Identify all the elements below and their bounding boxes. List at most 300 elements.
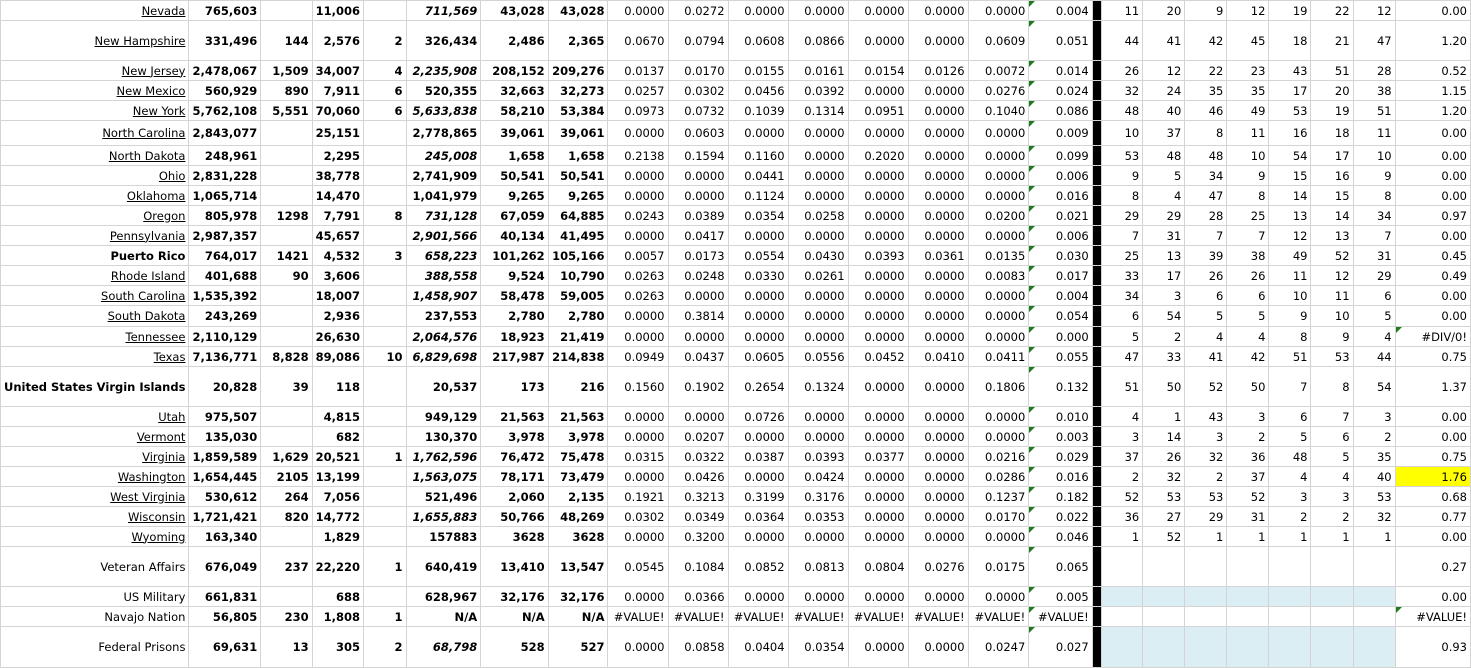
cell-rate-1[interactable]: 0.0057 xyxy=(608,246,668,266)
cell-rank-7[interactable]: 34 xyxy=(1353,206,1395,226)
cell-rank-7[interactable]: 51 xyxy=(1353,101,1395,121)
cell-col-c[interactable]: 890 xyxy=(261,81,312,101)
cell-rate-2[interactable]: 0.0389 xyxy=(668,206,728,226)
cell-rate-7[interactable]: 0.0000 xyxy=(968,186,1029,206)
cell-rank-3[interactable]: 41 xyxy=(1185,347,1227,367)
cell-rank-5[interactable]: 53 xyxy=(1269,101,1311,121)
cell-rank-3[interactable]: 5 xyxy=(1185,306,1227,327)
cell-rank-5[interactable]: 43 xyxy=(1269,61,1311,81)
cell-rank-3[interactable]: 52 xyxy=(1185,367,1227,407)
cell-rank-3[interactable]: 8 xyxy=(1185,121,1227,146)
cell-ratio[interactable]: 0.97 xyxy=(1395,206,1470,226)
cell-rank-4[interactable] xyxy=(1227,547,1269,587)
cell-rank-2[interactable]: 2 xyxy=(1143,327,1185,347)
cell-rate-7[interactable]: 0.1040 xyxy=(968,101,1029,121)
cell-col-g[interactable]: 13,410 xyxy=(481,547,548,587)
cell-rank-1[interactable]: 11 xyxy=(1101,1,1142,21)
cell-jurisdiction[interactable] xyxy=(1,367,189,407)
cell-jurisdiction[interactable] xyxy=(1,246,189,266)
cell-rate-6[interactable]: 0.0000 xyxy=(908,367,968,407)
cell-jurisdiction[interactable] xyxy=(1,627,189,668)
jurisdiction-link[interactable]: Rhode Island xyxy=(110,268,186,283)
cell-population[interactable]: 163,340 xyxy=(189,527,261,547)
cell-population[interactable]: 7,136,771 xyxy=(189,347,261,367)
cell-rank-3[interactable] xyxy=(1185,587,1227,607)
cell-rate-2[interactable]: 0.0000 xyxy=(668,166,728,186)
cell-rate-4[interactable]: 0.0000 xyxy=(788,427,848,447)
cell-col-e[interactable] xyxy=(364,527,406,547)
cell-col-g[interactable]: 2,486 xyxy=(481,21,548,61)
cell-rank-5[interactable]: 6 xyxy=(1269,407,1311,427)
cell-col-f[interactable]: 245,008 xyxy=(406,146,481,166)
cell-rate-7[interactable]: 0.0170 xyxy=(968,507,1029,527)
cell-rate-3[interactable]: 0.0000 xyxy=(728,1,788,21)
cell-col-e[interactable] xyxy=(364,166,406,186)
cell-rank-3[interactable] xyxy=(1185,547,1227,587)
cell-col-e[interactable]: 3 xyxy=(364,246,406,266)
cell-score[interactable]: 0.099 xyxy=(1029,146,1092,166)
cell-rank-3[interactable]: 35 xyxy=(1185,81,1227,101)
cell-col-f[interactable]: 2,741,909 xyxy=(406,166,481,186)
cell-population[interactable]: 975,507 xyxy=(189,407,261,427)
cell-rate-3[interactable]: 0.0605 xyxy=(728,347,788,367)
cell-col-d[interactable]: 7,791 xyxy=(312,206,363,226)
cell-rank-6[interactable] xyxy=(1311,547,1353,587)
cell-population[interactable]: 2,843,077 xyxy=(189,121,261,146)
cell-ratio[interactable]: 1.20 xyxy=(1395,21,1470,61)
cell-rate-3[interactable]: 0.3199 xyxy=(728,487,788,507)
cell-rate-7[interactable]: 0.0411 xyxy=(968,347,1029,367)
jurisdiction-link[interactable]: Nevada xyxy=(141,3,186,18)
cell-population[interactable]: 20,828 xyxy=(189,367,261,407)
cell-rank-5[interactable]: 17 xyxy=(1269,81,1311,101)
jurisdiction-link[interactable]: Pennsylvania xyxy=(109,228,186,243)
cell-rank-5[interactable] xyxy=(1269,627,1311,668)
cell-col-g[interactable]: 58,210 xyxy=(481,101,548,121)
cell-rank-7[interactable]: 6 xyxy=(1353,286,1395,306)
cell-rate-4[interactable]: 0.0813 xyxy=(788,547,848,587)
cell-rank-6[interactable]: 51 xyxy=(1311,61,1353,81)
cell-col-d[interactable]: 2,576 xyxy=(312,21,363,61)
cell-col-d[interactable]: 4,532 xyxy=(312,246,363,266)
cell-col-e[interactable]: 6 xyxy=(364,101,406,121)
cell-col-g[interactable]: 173 xyxy=(481,367,548,407)
cell-jurisdiction[interactable] xyxy=(1,607,189,627)
cell-score[interactable]: 0.024 xyxy=(1029,81,1092,101)
cell-population[interactable]: 2,987,357 xyxy=(189,226,261,246)
cell-rank-6[interactable]: 13 xyxy=(1311,226,1353,246)
cell-rank-1[interactable]: 6 xyxy=(1101,306,1142,327)
cell-rate-3[interactable]: 0.0000 xyxy=(728,527,788,547)
cell-rate-5[interactable]: 0.0000 xyxy=(848,226,908,246)
cell-rate-3[interactable]: 0.1039 xyxy=(728,101,788,121)
cell-rank-2[interactable]: 12 xyxy=(1143,61,1185,81)
cell-rank-5[interactable]: 12 xyxy=(1269,226,1311,246)
cell-rank-5[interactable]: 4 xyxy=(1269,467,1311,487)
cell-rank-7[interactable]: 28 xyxy=(1353,61,1395,81)
cell-col-e[interactable] xyxy=(364,587,406,607)
cell-score[interactable]: 0.046 xyxy=(1029,527,1092,547)
cell-rate-7[interactable]: 0.0000 xyxy=(968,1,1029,21)
cell-rank-2[interactable]: 4 xyxy=(1143,186,1185,206)
cell-rate-7[interactable]: 0.0072 xyxy=(968,61,1029,81)
cell-col-f[interactable]: 1,458,907 xyxy=(406,286,481,306)
cell-col-e[interactable] xyxy=(364,487,406,507)
cell-rate-4[interactable]: 0.0000 xyxy=(788,166,848,186)
cell-rate-6[interactable]: 0.0000 xyxy=(908,467,968,487)
cell-rate-6[interactable]: 0.0000 xyxy=(908,487,968,507)
cell-jurisdiction[interactable] xyxy=(1,146,189,166)
cell-col-h[interactable]: 1,658 xyxy=(548,146,608,166)
cell-rank-2[interactable]: 1 xyxy=(1143,407,1185,427)
cell-rank-2[interactable]: 20 xyxy=(1143,1,1185,21)
cell-col-g[interactable]: 528 xyxy=(481,627,548,668)
cell-rank-3[interactable]: 32 xyxy=(1185,447,1227,467)
cell-col-h[interactable]: 32,176 xyxy=(548,587,608,607)
cell-rate-4[interactable]: 0.0000 xyxy=(788,146,848,166)
cell-rank-5[interactable]: 5 xyxy=(1269,427,1311,447)
cell-rate-2[interactable]: 0.0000 xyxy=(668,286,728,306)
cell-rank-1[interactable]: 47 xyxy=(1101,347,1142,367)
cell-rate-7[interactable]: 0.0276 xyxy=(968,81,1029,101)
cell-rank-1[interactable]: 4 xyxy=(1101,407,1142,427)
cell-rate-5[interactable]: 0.0000 xyxy=(848,507,908,527)
cell-rate-4[interactable]: 0.0430 xyxy=(788,246,848,266)
cell-col-f[interactable]: 237,553 xyxy=(406,306,481,327)
cell-rank-6[interactable]: 19 xyxy=(1311,101,1353,121)
cell-rank-7[interactable]: 10 xyxy=(1353,146,1395,166)
cell-rank-4[interactable]: 49 xyxy=(1227,101,1269,121)
cell-rank-4[interactable]: 45 xyxy=(1227,21,1269,61)
cell-rate-4[interactable]: 0.0000 xyxy=(788,527,848,547)
cell-rank-7[interactable] xyxy=(1353,547,1395,587)
cell-score[interactable]: 0.054 xyxy=(1029,306,1092,327)
cell-score[interactable]: 0.003 xyxy=(1029,427,1092,447)
cell-ratio[interactable]: 0.45 xyxy=(1395,246,1470,266)
cell-rank-3[interactable]: 46 xyxy=(1185,101,1227,121)
cell-rate-2[interactable]: 0.0366 xyxy=(668,587,728,607)
jurisdiction-link[interactable]: Ohio xyxy=(158,168,186,183)
cell-population[interactable]: 2,478,067 xyxy=(189,61,261,81)
cell-jurisdiction[interactable] xyxy=(1,447,189,467)
cell-rank-1[interactable]: 25 xyxy=(1101,246,1142,266)
cell-ratio[interactable]: 1.76 xyxy=(1395,467,1470,487)
cell-col-h[interactable]: 50,541 xyxy=(548,166,608,186)
cell-rate-6[interactable]: 0.0000 xyxy=(908,407,968,427)
cell-rank-2[interactable] xyxy=(1143,547,1185,587)
cell-rate-7[interactable]: 0.0083 xyxy=(968,266,1029,286)
cell-rate-1[interactable]: 0.0302 xyxy=(608,507,668,527)
cell-rate-5[interactable]: 0.0154 xyxy=(848,61,908,81)
cell-rate-6[interactable]: 0.0000 xyxy=(908,121,968,146)
cell-rank-1[interactable]: 37 xyxy=(1101,447,1142,467)
cell-col-e[interactable] xyxy=(364,121,406,146)
cell-rank-1[interactable]: 36 xyxy=(1101,507,1142,527)
cell-col-c[interactable] xyxy=(261,306,312,327)
cell-score[interactable]: 0.016 xyxy=(1029,186,1092,206)
jurisdiction-link[interactable]: Navajo Nation xyxy=(104,609,186,624)
cell-col-h[interactable]: 9,265 xyxy=(548,186,608,206)
cell-col-h[interactable]: 2,365 xyxy=(548,21,608,61)
cell-rate-6[interactable]: 0.0000 xyxy=(908,266,968,286)
cell-ratio[interactable]: 0.00 xyxy=(1395,527,1470,547)
cell-rank-4[interactable]: 1 xyxy=(1227,527,1269,547)
cell-ratio[interactable]: 0.00 xyxy=(1395,166,1470,186)
cell-col-c[interactable]: 1,509 xyxy=(261,61,312,81)
cell-rank-2[interactable]: 3 xyxy=(1143,286,1185,306)
cell-rate-4[interactable]: 0.0000 xyxy=(788,587,848,607)
cell-rate-6[interactable]: 0.0000 xyxy=(908,226,968,246)
cell-jurisdiction[interactable] xyxy=(1,327,189,347)
cell-col-g[interactable]: 2,060 xyxy=(481,487,548,507)
cell-score[interactable]: 0.029 xyxy=(1029,447,1092,467)
cell-rate-1[interactable]: 0.0973 xyxy=(608,101,668,121)
cell-col-d[interactable]: 26,630 xyxy=(312,327,363,347)
cell-rank-2[interactable]: 53 xyxy=(1143,487,1185,507)
cell-rate-3[interactable]: 0.0000 xyxy=(728,427,788,447)
cell-rank-7[interactable]: 31 xyxy=(1353,246,1395,266)
cell-rank-6[interactable]: 21 xyxy=(1311,21,1353,61)
cell-col-f[interactable]: 640,419 xyxy=(406,547,481,587)
cell-col-f[interactable]: 521,496 xyxy=(406,487,481,507)
cell-col-f[interactable]: 520,355 xyxy=(406,81,481,101)
cell-population[interactable]: 676,049 xyxy=(189,547,261,587)
jurisdiction-link[interactable]: Federal Prisons xyxy=(98,640,186,654)
cell-col-d[interactable]: 3,606 xyxy=(312,266,363,286)
cell-rank-7[interactable]: 38 xyxy=(1353,81,1395,101)
cell-col-f[interactable]: 2,064,576 xyxy=(406,327,481,347)
cell-rate-2[interactable]: 0.0417 xyxy=(668,226,728,246)
cell-ratio[interactable]: 0.00 xyxy=(1395,286,1470,306)
cell-rank-6[interactable]: 8 xyxy=(1311,367,1353,407)
cell-col-f[interactable]: 1,655,883 xyxy=(406,507,481,527)
cell-rank-3[interactable]: 34 xyxy=(1185,166,1227,186)
cell-rank-1[interactable]: 44 xyxy=(1101,21,1142,61)
cell-rate-4[interactable]: #VALUE! xyxy=(788,607,848,627)
cell-population[interactable]: 2,110,129 xyxy=(189,327,261,347)
cell-col-d[interactable]: 118 xyxy=(312,367,363,407)
cell-rate-1[interactable]: 0.0000 xyxy=(608,627,668,668)
cell-rate-4[interactable]: 0.1324 xyxy=(788,367,848,407)
cell-col-d[interactable]: 688 xyxy=(312,587,363,607)
cell-rate-2[interactable]: 0.0248 xyxy=(668,266,728,286)
cell-col-c[interactable]: 39 xyxy=(261,367,312,407)
cell-rate-5[interactable]: 0.0000 xyxy=(848,306,908,327)
cell-col-g[interactable]: 18,923 xyxy=(481,327,548,347)
cell-col-f[interactable]: 731,128 xyxy=(406,206,481,226)
cell-rank-5[interactable]: 19 xyxy=(1269,1,1311,21)
jurisdiction-link[interactable]: North Dakota xyxy=(108,148,186,163)
cell-rank-3[interactable]: 3 xyxy=(1185,427,1227,447)
cell-col-g[interactable]: 101,262 xyxy=(481,246,548,266)
cell-jurisdiction[interactable] xyxy=(1,166,189,186)
cell-col-f[interactable]: 2,778,865 xyxy=(406,121,481,146)
cell-rate-3[interactable]: 0.0330 xyxy=(728,266,788,286)
cell-rate-3[interactable]: 0.0441 xyxy=(728,166,788,186)
cell-col-h[interactable]: 48,269 xyxy=(548,507,608,527)
cell-rank-4[interactable]: 11 xyxy=(1227,121,1269,146)
cell-rank-4[interactable]: 52 xyxy=(1227,487,1269,507)
cell-rate-2[interactable]: 0.0349 xyxy=(668,507,728,527)
cell-col-h[interactable]: 43,028 xyxy=(548,1,608,21)
cell-rate-7[interactable]: 0.0000 xyxy=(968,146,1029,166)
cell-rate-3[interactable]: 0.1124 xyxy=(728,186,788,206)
cell-col-h[interactable]: 209,276 xyxy=(548,61,608,81)
cell-col-f[interactable]: 326,434 xyxy=(406,21,481,61)
cell-rank-7[interactable]: 29 xyxy=(1353,266,1395,286)
cell-col-d[interactable]: 34,007 xyxy=(312,61,363,81)
cell-rate-5[interactable]: 0.0000 xyxy=(848,367,908,407)
cell-rate-2[interactable]: 0.1084 xyxy=(668,547,728,587)
cell-population[interactable]: 805,978 xyxy=(189,206,261,226)
cell-col-c[interactable]: 90 xyxy=(261,266,312,286)
cell-col-f[interactable]: 1,041,979 xyxy=(406,186,481,206)
cell-col-h[interactable]: 73,479 xyxy=(548,467,608,487)
cell-rate-4[interactable]: 0.0000 xyxy=(788,306,848,327)
cell-rate-7[interactable]: 0.0247 xyxy=(968,627,1029,668)
cell-rate-6[interactable]: 0.0000 xyxy=(908,306,968,327)
cell-col-d[interactable]: 7,056 xyxy=(312,487,363,507)
cell-rank-1[interactable]: 8 xyxy=(1101,186,1142,206)
cell-score[interactable]: 0.132 xyxy=(1029,367,1092,407)
cell-rank-1[interactable]: 48 xyxy=(1101,101,1142,121)
cell-rate-1[interactable]: #VALUE! xyxy=(608,607,668,627)
cell-rank-4[interactable] xyxy=(1227,607,1269,627)
cell-rank-2[interactable]: 31 xyxy=(1143,226,1185,246)
cell-score[interactable]: #VALUE! xyxy=(1029,607,1092,627)
cell-rank-1[interactable]: 52 xyxy=(1101,487,1142,507)
cell-col-g[interactable]: 32,176 xyxy=(481,587,548,607)
cell-rank-1[interactable]: 53 xyxy=(1101,146,1142,166)
cell-col-g[interactable]: 1,658 xyxy=(481,146,548,166)
cell-rank-7[interactable]: 44 xyxy=(1353,347,1395,367)
cell-col-d[interactable]: 18,007 xyxy=(312,286,363,306)
cell-rank-2[interactable]: 24 xyxy=(1143,81,1185,101)
cell-rate-4[interactable]: 0.0392 xyxy=(788,81,848,101)
cell-rank-7[interactable]: 32 xyxy=(1353,507,1395,527)
cell-rate-6[interactable]: 0.0000 xyxy=(908,427,968,447)
cell-col-c[interactable] xyxy=(261,1,312,21)
cell-col-e[interactable] xyxy=(364,507,406,527)
cell-col-e[interactable] xyxy=(364,306,406,327)
cell-rank-5[interactable]: 9 xyxy=(1269,306,1311,327)
cell-population[interactable]: 243,269 xyxy=(189,306,261,327)
cell-rate-3[interactable]: 0.0000 xyxy=(728,121,788,146)
cell-rate-1[interactable]: 0.0000 xyxy=(608,226,668,246)
cell-col-h[interactable]: 216 xyxy=(548,367,608,407)
cell-rate-1[interactable]: 0.0670 xyxy=(608,21,668,61)
cell-rank-6[interactable]: 6 xyxy=(1311,427,1353,447)
cell-rank-7[interactable]: 5 xyxy=(1353,306,1395,327)
cell-rank-7[interactable]: 40 xyxy=(1353,467,1395,487)
cell-rank-4[interactable]: 2 xyxy=(1227,427,1269,447)
cell-col-d[interactable]: 70,060 xyxy=(312,101,363,121)
cell-col-c[interactable]: 144 xyxy=(261,21,312,61)
cell-rank-4[interactable]: 8 xyxy=(1227,186,1269,206)
cell-rate-3[interactable]: 0.2654 xyxy=(728,367,788,407)
cell-score[interactable]: 0.065 xyxy=(1029,547,1092,587)
cell-rate-6[interactable]: 0.0000 xyxy=(908,286,968,306)
cell-rate-1[interactable]: 0.1921 xyxy=(608,487,668,507)
cell-rank-4[interactable]: 38 xyxy=(1227,246,1269,266)
jurisdiction-link[interactable]: Oregon xyxy=(143,208,186,223)
cell-rank-5[interactable]: 48 xyxy=(1269,447,1311,467)
cell-score[interactable]: 0.017 xyxy=(1029,266,1092,286)
jurisdiction-link[interactable]: Wyoming xyxy=(131,529,186,544)
cell-ratio[interactable]: 0.68 xyxy=(1395,487,1470,507)
cell-col-c[interactable]: 2105 xyxy=(261,467,312,487)
cell-rate-6[interactable]: 0.0000 xyxy=(908,447,968,467)
cell-rate-5[interactable]: 0.0000 xyxy=(848,286,908,306)
cell-rate-4[interactable]: 0.0261 xyxy=(788,266,848,286)
cell-score[interactable]: 0.055 xyxy=(1029,347,1092,367)
cell-rank-4[interactable]: 42 xyxy=(1227,347,1269,367)
cell-col-g[interactable]: 208,152 xyxy=(481,61,548,81)
cell-col-d[interactable]: 2,295 xyxy=(312,146,363,166)
cell-rate-3[interactable]: 0.0387 xyxy=(728,447,788,467)
cell-rate-6[interactable]: 0.0410 xyxy=(908,347,968,367)
jurisdiction-link[interactable]: North Carolina xyxy=(102,126,186,140)
cell-rate-7[interactable]: 0.0135 xyxy=(968,246,1029,266)
cell-col-d[interactable]: 14,470 xyxy=(312,186,363,206)
cell-rate-7[interactable]: 0.0175 xyxy=(968,547,1029,587)
cell-rate-1[interactable]: 0.0000 xyxy=(608,587,668,607)
cell-col-g[interactable]: N/A xyxy=(481,607,548,627)
cell-rate-5[interactable]: 0.0000 xyxy=(848,327,908,347)
cell-rate-7[interactable]: 0.1237 xyxy=(968,487,1029,507)
cell-col-c[interactable]: 237 xyxy=(261,547,312,587)
cell-col-h[interactable]: 21,563 xyxy=(548,407,608,427)
cell-rank-4[interactable]: 36 xyxy=(1227,447,1269,467)
cell-col-d[interactable]: 11,006 xyxy=(312,1,363,21)
cell-score[interactable]: 0.010 xyxy=(1029,407,1092,427)
cell-rank-5[interactable]: 10 xyxy=(1269,286,1311,306)
cell-rate-5[interactable]: 0.0000 xyxy=(848,487,908,507)
cell-rate-2[interactable]: 0.0302 xyxy=(668,81,728,101)
cell-rate-7[interactable]: 0.0000 xyxy=(968,121,1029,146)
cell-col-d[interactable]: 2,936 xyxy=(312,306,363,327)
cell-rate-5[interactable]: 0.0000 xyxy=(848,121,908,146)
cell-rate-6[interactable]: 0.0126 xyxy=(908,61,968,81)
cell-rank-6[interactable]: 12 xyxy=(1311,266,1353,286)
cell-jurisdiction[interactable] xyxy=(1,121,189,146)
jurisdiction-link[interactable]: Tennessee xyxy=(125,329,186,344)
cell-rate-3[interactable]: 0.0000 xyxy=(728,286,788,306)
cell-rate-4[interactable]: 0.0000 xyxy=(788,327,848,347)
cell-score[interactable]: 0.006 xyxy=(1029,226,1092,246)
cell-score[interactable]: 0.004 xyxy=(1029,286,1092,306)
cell-rate-2[interactable]: 0.0170 xyxy=(668,61,728,81)
cell-col-h[interactable]: 10,790 xyxy=(548,266,608,286)
cell-ratio[interactable]: 0.00 xyxy=(1395,121,1470,146)
jurisdiction-link[interactable]: New Hampshire xyxy=(94,33,186,48)
cell-rank-4[interactable]: 37 xyxy=(1227,467,1269,487)
cell-rate-6[interactable]: 0.0000 xyxy=(908,186,968,206)
cell-ratio[interactable]: 0.00 xyxy=(1395,146,1470,166)
cell-ratio[interactable]: 0.75 xyxy=(1395,347,1470,367)
jurisdiction-link[interactable]: West Virginia xyxy=(110,489,186,504)
cell-col-f[interactable]: 130,370 xyxy=(406,427,481,447)
cell-ratio[interactable]: 0.75 xyxy=(1395,447,1470,467)
cell-col-f[interactable]: 68,798 xyxy=(406,627,481,668)
cell-population[interactable]: 1,535,392 xyxy=(189,286,261,306)
cell-rank-4[interactable] xyxy=(1227,587,1269,607)
cell-rate-4[interactable]: 0.0258 xyxy=(788,206,848,226)
cell-rate-2[interactable]: 0.0858 xyxy=(668,627,728,668)
cell-col-e[interactable]: 1 xyxy=(364,607,406,627)
cell-rank-6[interactable]: 3 xyxy=(1311,487,1353,507)
cell-rank-3[interactable]: 48 xyxy=(1185,146,1227,166)
